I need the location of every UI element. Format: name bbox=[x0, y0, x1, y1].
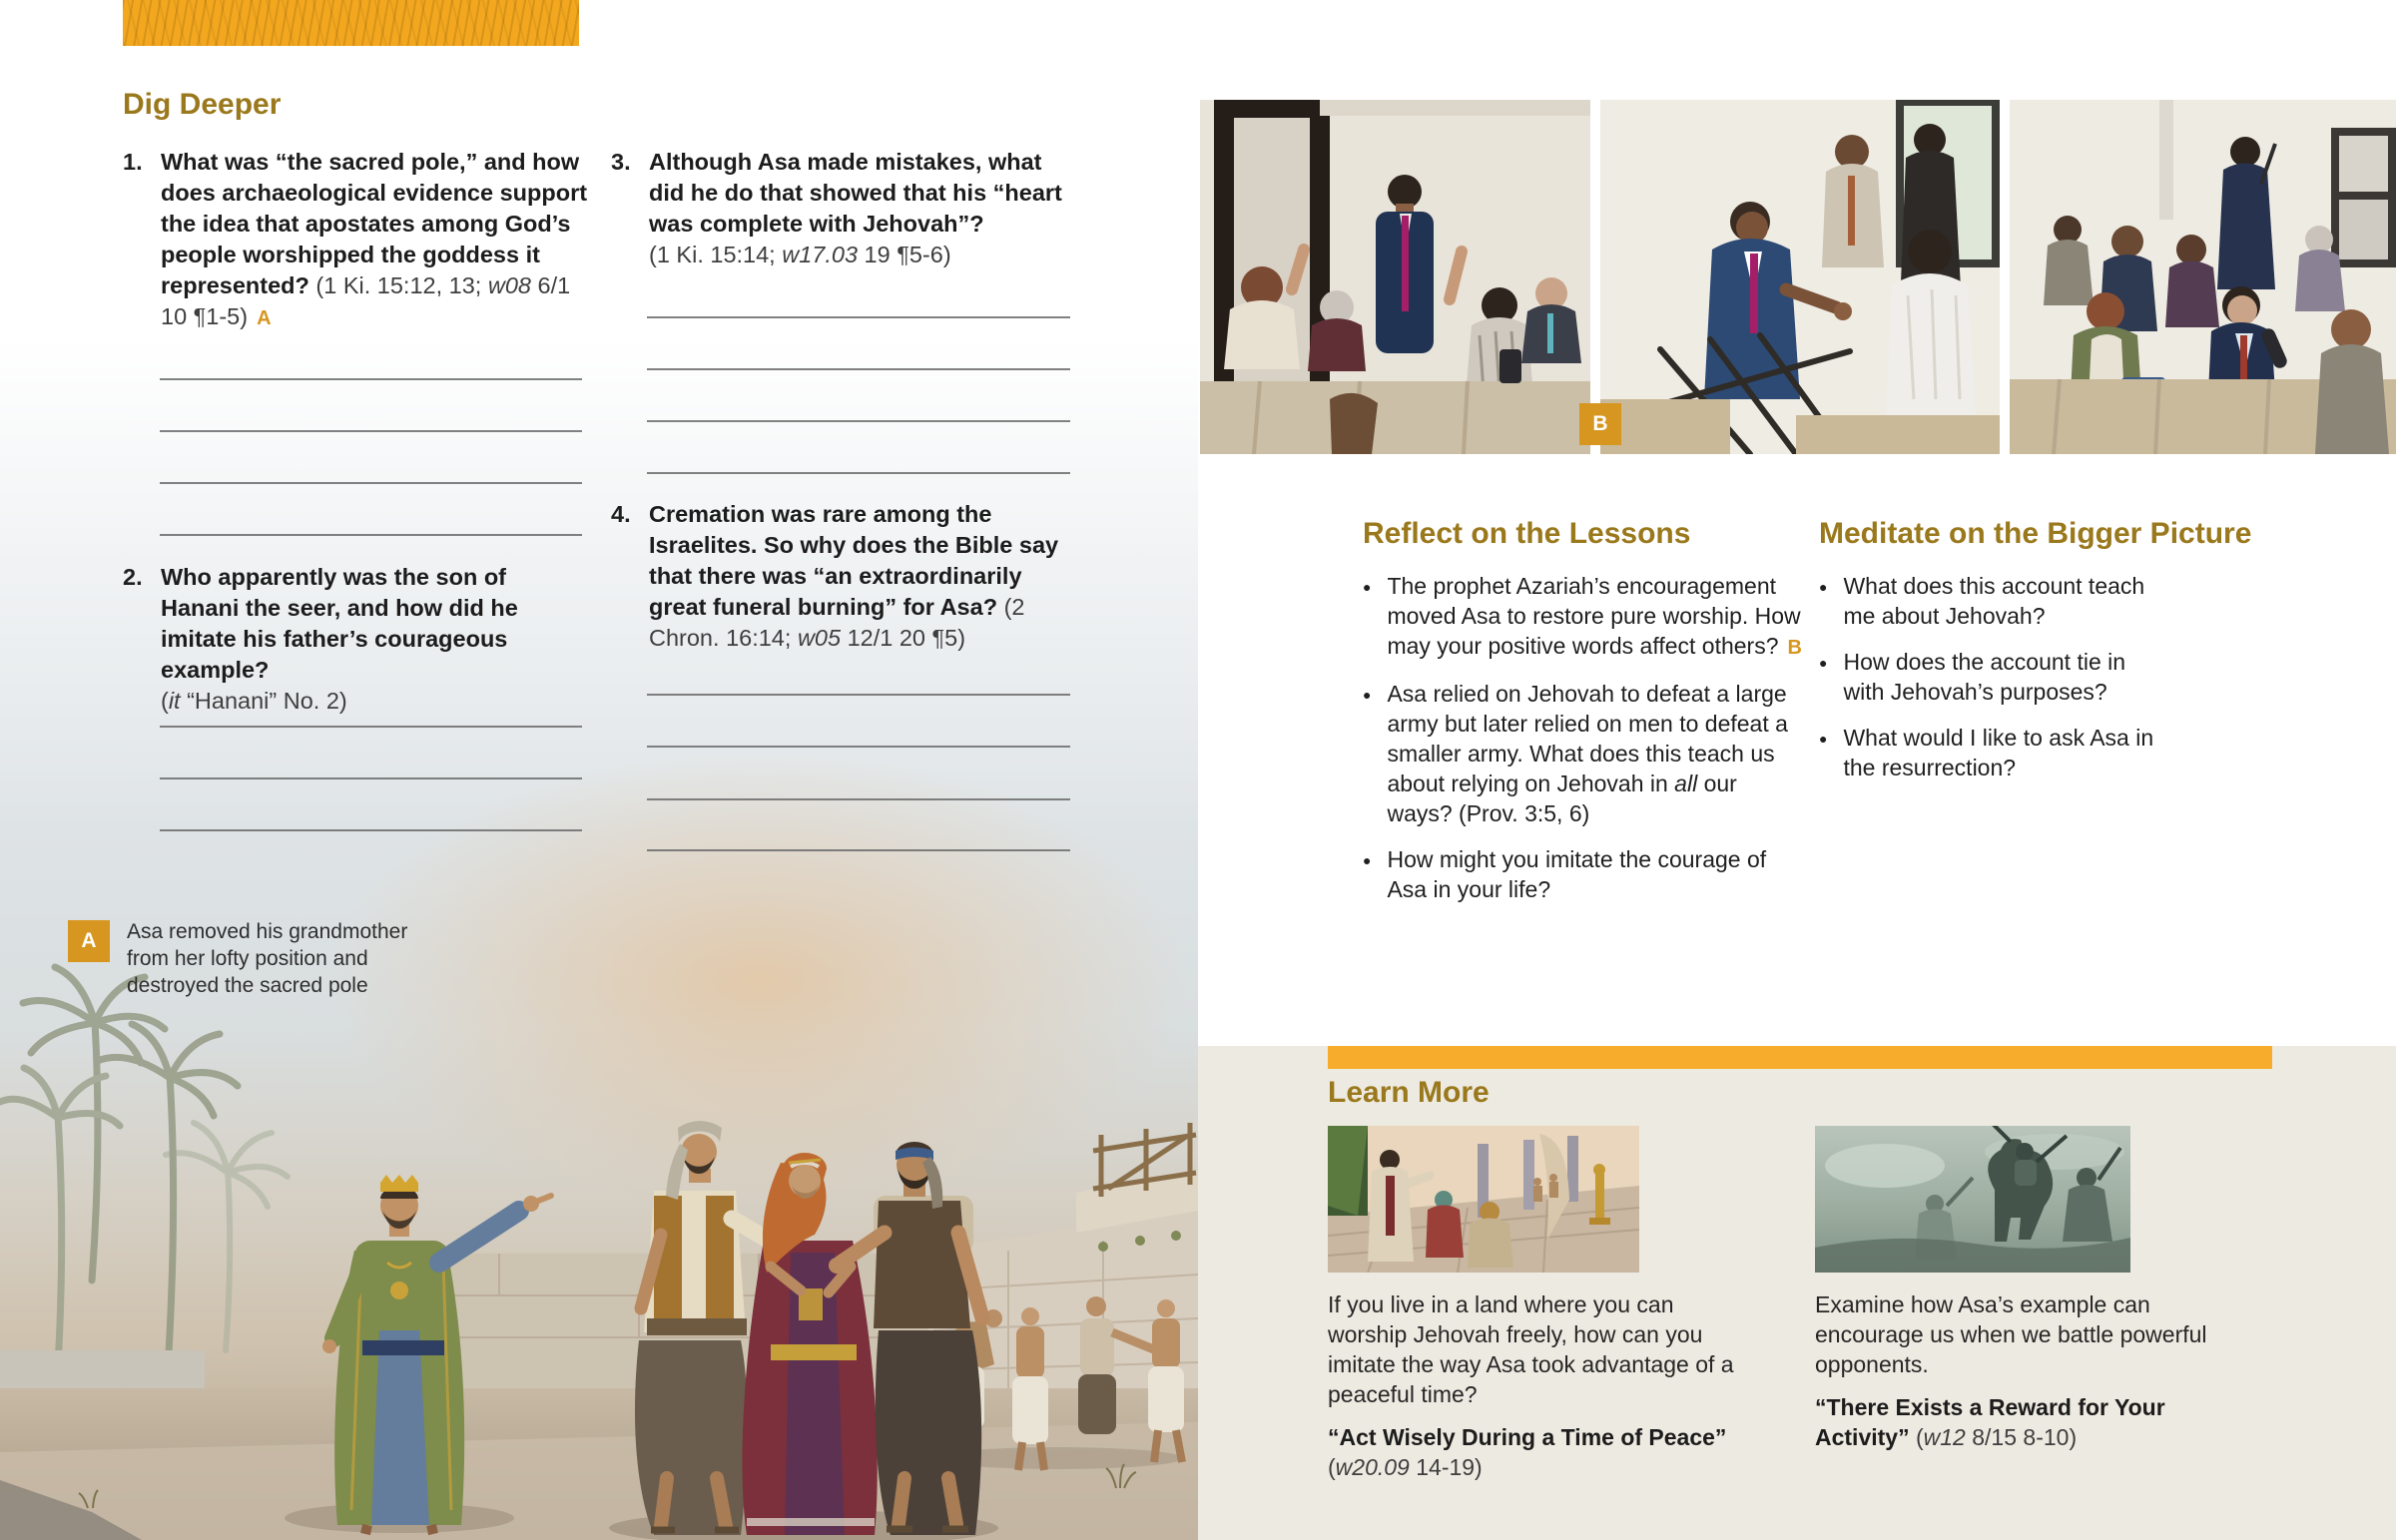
question-3-citation bbox=[649, 242, 951, 267]
write-line bbox=[160, 726, 582, 728]
question-1-text bbox=[161, 147, 590, 334]
reflect-bullet-1 bbox=[1363, 571, 1807, 663]
learn-more-thumb-asa-courtyard bbox=[1328, 1126, 1639, 1273]
citation-publication: w08 bbox=[487, 272, 531, 298]
article-title: “Act Wisely During a Time of Peace” bbox=[1328, 1424, 1727, 1450]
learn-more-thumb-battle bbox=[1815, 1126, 2130, 1273]
write-line bbox=[160, 482, 582, 484]
learn-more-item-1 bbox=[1328, 1289, 1757, 1482]
gold-accent-bar bbox=[1328, 1046, 2272, 1069]
bullet-icon: ● bbox=[1363, 687, 1372, 703]
figure-ref-a: A bbox=[257, 307, 272, 329]
question-2-bold: Who apparently was the son of Hanani the seer, and how did he imitate his father’s courageous example? bbox=[161, 564, 518, 683]
write-line bbox=[160, 430, 582, 432]
figure-a-caption: Asa removed his grandmother from her lofty position and destroyed the sacred pole bbox=[127, 920, 408, 997]
learn-more-item-2 bbox=[1815, 1289, 2244, 1452]
citation-post: 6/1 10 ¶1-5) bbox=[161, 272, 571, 329]
photo-audience-hands-raised bbox=[1200, 100, 1590, 454]
photo-brother-talking bbox=[1600, 100, 2000, 454]
gold-texture-banner bbox=[123, 0, 579, 46]
question-4-bold: Cremation was rare among the Israelites. So why does the Bible say that there was “an extraordinarily great funeral burning” for Asa? bbox=[649, 501, 1059, 620]
learn-more-item-1-body: If you live in a land where you can worship Jehovah freely, how can you imitate the way Asa took advantage of a peaceful time? bbox=[1328, 1291, 1734, 1407]
bullet-icon: ● bbox=[1819, 655, 1828, 671]
question-4-text bbox=[649, 499, 1078, 654]
article-title: “There Exists a Reward for Your Activity” bbox=[1815, 1394, 2165, 1450]
reflect-bullet-1-text bbox=[1387, 571, 1807, 663]
reflect-title: Reflect on the Lessons bbox=[1363, 517, 1691, 550]
citation-pre: ( bbox=[1328, 1454, 1336, 1480]
write-line bbox=[647, 420, 1070, 422]
question-2-text bbox=[161, 562, 590, 717]
write-line bbox=[160, 534, 582, 536]
write-line bbox=[647, 472, 1070, 474]
citation-publication: w05 bbox=[797, 625, 842, 651]
bullet-icon: ● bbox=[1363, 852, 1372, 868]
meditate-bullets bbox=[1819, 571, 2163, 798]
citation-publication: it bbox=[168, 688, 181, 714]
citation-pre: (1 Ki. 15:12, 13; bbox=[308, 272, 488, 298]
learn-more-item-2-title bbox=[1815, 1392, 2244, 1452]
citation-pre: ( bbox=[161, 688, 169, 714]
bullet-text: The prophet Azariah’s encouragement moved Asa to restore pure worship. How may your positive words affect others? bbox=[1387, 573, 1801, 659]
question-4-number: 4. bbox=[611, 501, 631, 527]
learn-more-item-2-body: Examine how Asa’s example can encourage us when we battle powerful opponents. bbox=[1815, 1291, 2207, 1377]
photo-young-man-microphone bbox=[2010, 100, 2396, 454]
question-2-number: 2. bbox=[123, 564, 143, 590]
meditate-bullet-1-text: What does this account teach me about Jehovah? bbox=[1843, 573, 2145, 629]
meditate-bullet-2-text: How does the account tie in with Jehovah’s purposes? bbox=[1843, 649, 2126, 705]
article-citation bbox=[1910, 1424, 2078, 1450]
meditate-bullet-1 bbox=[1819, 571, 2163, 631]
question-1 bbox=[123, 147, 590, 334]
citation-pre: ( bbox=[1909, 1424, 1924, 1450]
write-line bbox=[647, 368, 1070, 370]
write-line bbox=[160, 777, 582, 779]
question-2-citation bbox=[161, 688, 347, 714]
reflect-bullet-3-text: How might you imitate the courage of Asa in your life? bbox=[1387, 846, 1767, 902]
citation-pre: (1 Ki. 15:14; bbox=[649, 242, 783, 267]
bullet-icon: ● bbox=[1363, 579, 1372, 595]
meditate-bullet-3 bbox=[1819, 723, 2163, 782]
bullet-icon: ● bbox=[1819, 731, 1828, 747]
question-1-bold: What was “the sacred pole,” and how does archaeological evidence support the idea that apostates among God’s people worshipped the goddess it represented? bbox=[161, 149, 588, 298]
bullet-italic: all bbox=[1674, 770, 1698, 796]
meditate-bullet-3-text: What would I like to ask Asa in the resurrection? bbox=[1843, 725, 2154, 780]
reflect-bullet-2-text bbox=[1387, 679, 1807, 828]
write-line bbox=[160, 378, 582, 380]
question-3-bold: Although Asa made mistakes, what did he do that showed that his “heart was complete with Jehovah”? bbox=[649, 149, 1062, 237]
question-3-text bbox=[649, 147, 1078, 270]
reflect-bullets bbox=[1363, 571, 1807, 920]
write-line bbox=[160, 829, 582, 831]
reflect-bullet-3 bbox=[1363, 844, 1807, 904]
write-line bbox=[647, 694, 1070, 696]
citation-post: 12/1 20 ¶5) bbox=[841, 625, 966, 651]
write-line bbox=[647, 849, 1070, 851]
figure-ref-b: B bbox=[1787, 637, 1802, 659]
question-4 bbox=[611, 499, 1078, 654]
citation-post: “Hanani” No. 2) bbox=[180, 688, 347, 714]
citation-publication: w12 bbox=[1923, 1424, 1966, 1450]
write-line bbox=[647, 316, 1070, 318]
right-page bbox=[1198, 0, 2396, 1540]
question-1-number: 1. bbox=[123, 149, 143, 175]
figure-label-b: B bbox=[1579, 403, 1621, 445]
citation-publication: w17.03 bbox=[782, 242, 859, 267]
learn-more-item-1-title bbox=[1328, 1422, 1757, 1482]
meditate-bullet-2 bbox=[1819, 647, 2163, 707]
meditate-title: Meditate on the Bigger Picture bbox=[1819, 517, 2252, 550]
citation-post: 8/15 8-10) bbox=[1965, 1424, 2078, 1450]
question-3 bbox=[611, 147, 1078, 270]
figure-label-a: A bbox=[68, 920, 110, 962]
bullet-text: Asa relied on Jehovah to defeat a large army but later relied on men to defeat a smaller army. What does this teach us about relying on Jehovah in bbox=[1387, 681, 1788, 796]
bullet-icon: ● bbox=[1819, 579, 1828, 595]
citation-publication: w20.09 bbox=[1335, 1454, 1410, 1480]
write-line bbox=[647, 746, 1070, 748]
article-citation bbox=[1328, 1452, 1757, 1482]
bullet-text: our ways? (Prov. 3:5, 6) bbox=[1387, 770, 1737, 826]
section-title-dig-deeper: Dig Deeper bbox=[123, 88, 282, 121]
learn-more-title: Learn More bbox=[1328, 1076, 1490, 1109]
question-3-number: 3. bbox=[611, 149, 631, 175]
reflect-bullet-2 bbox=[1363, 679, 1807, 828]
citation-pre: (2 Chron. 16:14; bbox=[649, 594, 1025, 651]
citation-post: 14-19) bbox=[1409, 1454, 1483, 1480]
question-2 bbox=[123, 562, 590, 717]
citation-post: 19 ¶5-6) bbox=[858, 242, 951, 267]
write-line bbox=[647, 798, 1070, 800]
